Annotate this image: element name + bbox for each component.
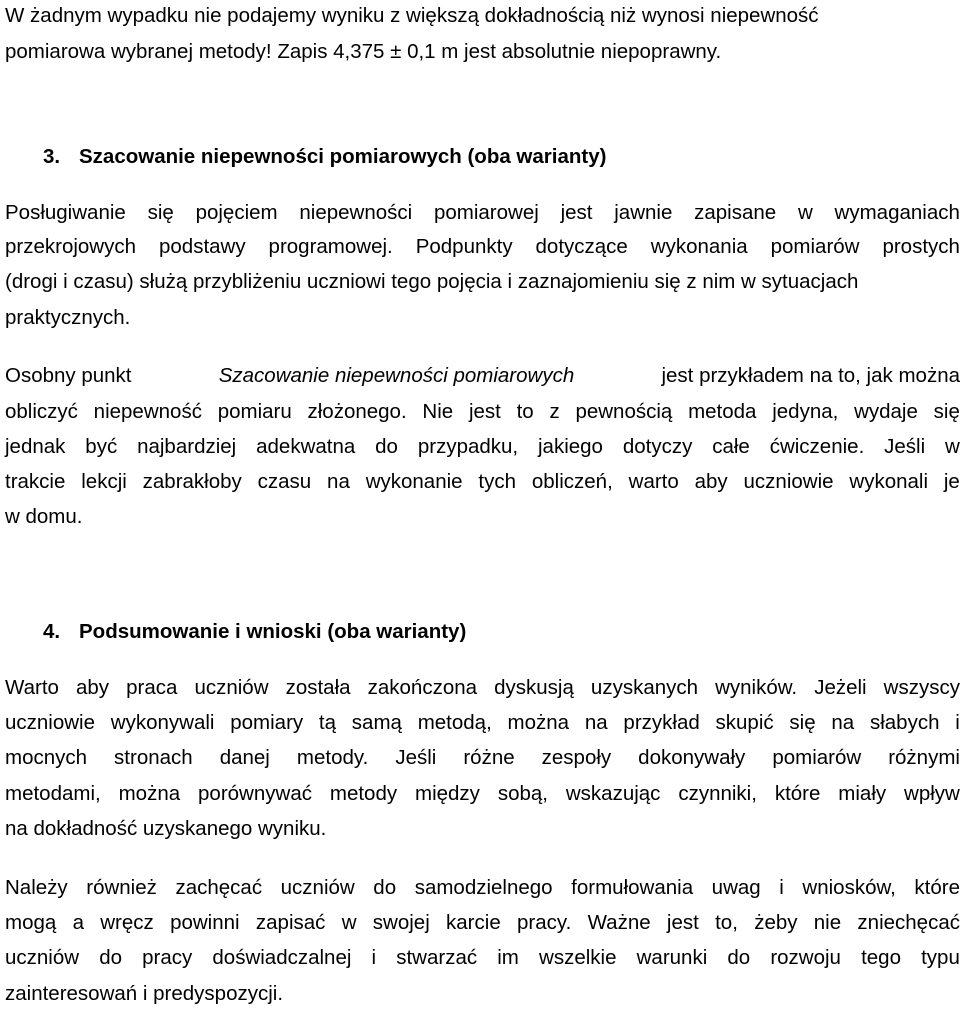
word: zapisać bbox=[255, 911, 326, 934]
s4-p1-line-4 bbox=[5, 782, 960, 806]
word: uczniowie bbox=[5, 711, 96, 734]
word: różne bbox=[463, 746, 515, 769]
word: które bbox=[914, 876, 960, 899]
word: to bbox=[516, 400, 534, 423]
s3-p1-line-3: (drogi i czasu) służą przybliżeniu uczniowi tego pojęcia i zaznajomieniu się z nim w sytuacjach bbox=[5, 270, 859, 293]
word: metoda bbox=[688, 400, 757, 423]
s3-p1-line-2 bbox=[5, 235, 960, 259]
word: adekwatna bbox=[256, 435, 356, 458]
word: jawnie bbox=[614, 201, 673, 224]
word: formułowania bbox=[571, 876, 694, 899]
word: typu bbox=[921, 946, 960, 969]
word: Jeśli bbox=[884, 435, 926, 458]
word: wykonania bbox=[650, 235, 748, 258]
word: czasu bbox=[257, 470, 312, 493]
word: z bbox=[549, 400, 560, 423]
word: być bbox=[85, 435, 118, 458]
word: Jeżeli bbox=[814, 676, 867, 699]
word: porównywać bbox=[198, 782, 312, 805]
s3-p2-line-1-start: Osobny punkt bbox=[5, 364, 132, 387]
word: im bbox=[497, 946, 519, 969]
word: mogą bbox=[5, 911, 57, 934]
word: karcie bbox=[446, 911, 501, 934]
word: dotyczące bbox=[535, 235, 628, 258]
word: ćwiczenie. bbox=[769, 435, 865, 458]
word: trakcie bbox=[5, 470, 66, 493]
word: zakończona bbox=[367, 676, 478, 699]
s3-p1-line-4: praktycznych. bbox=[5, 306, 131, 329]
word: metodami, bbox=[5, 782, 101, 805]
word: Jeśli bbox=[395, 746, 437, 769]
s4-p1-line-5: na dokładność uzyskanego wyniku. bbox=[5, 817, 327, 840]
word: do bbox=[375, 435, 398, 458]
s3-p2-line-1-end: jest przykładem na to, jak można bbox=[661, 364, 960, 387]
word: pomiary bbox=[230, 711, 304, 734]
word: się bbox=[933, 400, 960, 423]
word: wykonali bbox=[849, 470, 929, 493]
s4-p2-line-2 bbox=[5, 911, 960, 935]
word: do bbox=[373, 876, 397, 899]
word: do bbox=[99, 946, 122, 969]
word: na bbox=[584, 711, 608, 734]
s4-p2-line-4: zainteresowań i predyspozycji. bbox=[5, 982, 284, 1005]
word: a bbox=[72, 911, 84, 934]
word: na bbox=[327, 470, 350, 493]
word: jednak bbox=[5, 435, 66, 458]
word: pomiarów bbox=[772, 746, 862, 769]
word: aby bbox=[694, 470, 728, 493]
section-3-title: Szacowanie niepewności pomiarowych (oba warianty) bbox=[79, 145, 607, 168]
word: praca bbox=[126, 676, 178, 699]
word: mocnych bbox=[5, 746, 88, 769]
word: Należy bbox=[5, 876, 68, 899]
word: samą bbox=[351, 711, 402, 734]
word: w bbox=[341, 911, 357, 934]
word: obliczyć bbox=[5, 400, 78, 423]
word: niepewności bbox=[299, 201, 413, 224]
word: przypadku, bbox=[417, 435, 519, 458]
word: wykonanie bbox=[365, 470, 463, 493]
word: się bbox=[147, 201, 174, 224]
s4-p2-line-3 bbox=[5, 946, 960, 970]
word: w bbox=[945, 435, 960, 458]
section-4-heading bbox=[43, 620, 466, 644]
word: uzyskanych bbox=[590, 676, 699, 699]
word: i bbox=[371, 946, 377, 969]
word: lekcji bbox=[81, 470, 127, 493]
word: skupić bbox=[715, 711, 774, 734]
word: wydaje bbox=[854, 400, 918, 423]
word: słabych bbox=[869, 711, 940, 734]
word: do bbox=[727, 946, 751, 969]
word: swojej bbox=[372, 911, 430, 934]
word: Nie bbox=[422, 400, 454, 423]
word: można bbox=[507, 711, 570, 734]
word: się bbox=[789, 711, 816, 734]
word: nie bbox=[813, 911, 842, 934]
word: warunki bbox=[636, 946, 708, 969]
word: Ważne bbox=[587, 911, 651, 934]
s4-p1-line-2 bbox=[5, 711, 960, 735]
word: wskazując bbox=[565, 782, 661, 805]
word: dokonywały bbox=[638, 746, 746, 769]
word: miały bbox=[838, 782, 887, 805]
word: uczniowie bbox=[743, 470, 834, 493]
intro-line-1: W żadnym wypadku nie podajemy wyniku z większą dokładnością niż wynosi niepewność bbox=[5, 4, 819, 27]
word: wykonywali bbox=[110, 711, 215, 734]
word: które bbox=[774, 782, 821, 805]
word: pewnością bbox=[575, 400, 673, 423]
word: pomiaru bbox=[217, 400, 292, 423]
word: uczniów bbox=[280, 876, 355, 899]
word: samodzielnego bbox=[414, 876, 553, 899]
word: powinni bbox=[170, 911, 240, 934]
word: to, bbox=[715, 911, 738, 934]
word: Podpunkty bbox=[415, 235, 513, 258]
intro-line-2: pomiarowa wybranej metody! Zapis 4,375 ± 0,1 m jest absolutnie niepoprawny. bbox=[5, 40, 722, 63]
s4-p1-line-1 bbox=[5, 676, 960, 700]
word: pomiarowej bbox=[433, 201, 539, 224]
word: stwarzać bbox=[396, 946, 478, 969]
word: sobą, bbox=[497, 782, 548, 805]
s3-p2-line-3 bbox=[5, 435, 960, 459]
word: tych bbox=[478, 470, 517, 493]
word: rozwoju bbox=[770, 946, 841, 969]
word: tego bbox=[861, 946, 901, 969]
s3-p2-line-5: w domu. bbox=[5, 505, 83, 528]
word: złożonego. bbox=[307, 400, 407, 423]
word: zniechęcać bbox=[857, 911, 960, 934]
word: wręcz bbox=[100, 911, 154, 934]
word: pomiarów bbox=[770, 235, 860, 258]
section-3-number: 3. bbox=[43, 145, 61, 168]
word: prostych bbox=[882, 235, 960, 258]
word: została bbox=[285, 676, 351, 699]
s3-p2-line-4 bbox=[5, 470, 960, 494]
word: jedyna, bbox=[772, 400, 839, 423]
word: całe bbox=[712, 435, 750, 458]
word: metody bbox=[329, 782, 398, 805]
s3-p2-italic-term: Szacowanie niepewności pomiarowych bbox=[218, 364, 575, 387]
word: zespoły bbox=[541, 746, 612, 769]
word: przykład bbox=[623, 711, 700, 734]
s3-p2-line-2 bbox=[5, 400, 960, 424]
word: jest bbox=[666, 911, 699, 934]
word: pracy bbox=[142, 946, 193, 969]
word: metodą, bbox=[417, 711, 492, 734]
word: wymaganiach bbox=[834, 201, 960, 224]
word: obliczeń, bbox=[531, 470, 613, 493]
word: niepewność bbox=[93, 400, 202, 423]
word: wniosków, bbox=[802, 876, 896, 899]
word: w bbox=[797, 201, 813, 224]
word: podstawy bbox=[158, 235, 246, 258]
section-3-heading bbox=[43, 145, 606, 169]
word: uczniów bbox=[194, 676, 269, 699]
word: doświadczalnej bbox=[212, 946, 352, 969]
word: między bbox=[415, 782, 480, 805]
word: Posługiwanie bbox=[5, 201, 126, 224]
word: jest bbox=[468, 400, 501, 423]
word: można bbox=[118, 782, 181, 805]
section-4-title: Podsumowanie i wnioski (oba warianty) bbox=[79, 620, 467, 643]
word: wpływ bbox=[904, 782, 960, 805]
word: na bbox=[831, 711, 855, 734]
word: programowej. bbox=[268, 235, 393, 258]
word: przekrojowych bbox=[5, 235, 137, 258]
word: aby bbox=[75, 676, 110, 699]
word: tą bbox=[318, 711, 337, 734]
word: je bbox=[943, 470, 960, 493]
word: warto bbox=[628, 470, 679, 493]
word: wyników. bbox=[715, 676, 798, 699]
s4-p2-line-1 bbox=[5, 876, 960, 900]
word: wszelkie bbox=[539, 946, 617, 969]
word: wszyscy bbox=[883, 676, 960, 699]
s3-p2-line-1 bbox=[5, 364, 960, 388]
word: dyskusją bbox=[494, 676, 574, 699]
word: stronach bbox=[114, 746, 193, 769]
word: zabrakłoby bbox=[142, 470, 242, 493]
word: danej bbox=[219, 746, 270, 769]
word: dotyczy bbox=[622, 435, 693, 458]
word: również bbox=[86, 876, 157, 899]
word: i bbox=[955, 711, 960, 734]
word: jakiego bbox=[538, 435, 603, 458]
word: Warto bbox=[5, 676, 59, 699]
word: żeby bbox=[754, 911, 798, 934]
word: najbardziej bbox=[137, 435, 237, 458]
word: różnymi bbox=[888, 746, 960, 769]
word: metody. bbox=[296, 746, 369, 769]
word: czynniki, bbox=[678, 782, 757, 805]
s3-p1-line-1 bbox=[5, 201, 960, 225]
word: pojęciem bbox=[195, 201, 278, 224]
word: zachęcać bbox=[175, 876, 263, 899]
s4-p1-line-3 bbox=[5, 746, 960, 770]
section-4-number: 4. bbox=[43, 620, 61, 643]
word: pracy. bbox=[517, 911, 572, 934]
word: jest bbox=[560, 201, 593, 224]
word: i bbox=[779, 876, 784, 899]
word: uwag bbox=[711, 876, 761, 899]
word: zapisane bbox=[694, 201, 777, 224]
word: uczniów bbox=[5, 946, 80, 969]
